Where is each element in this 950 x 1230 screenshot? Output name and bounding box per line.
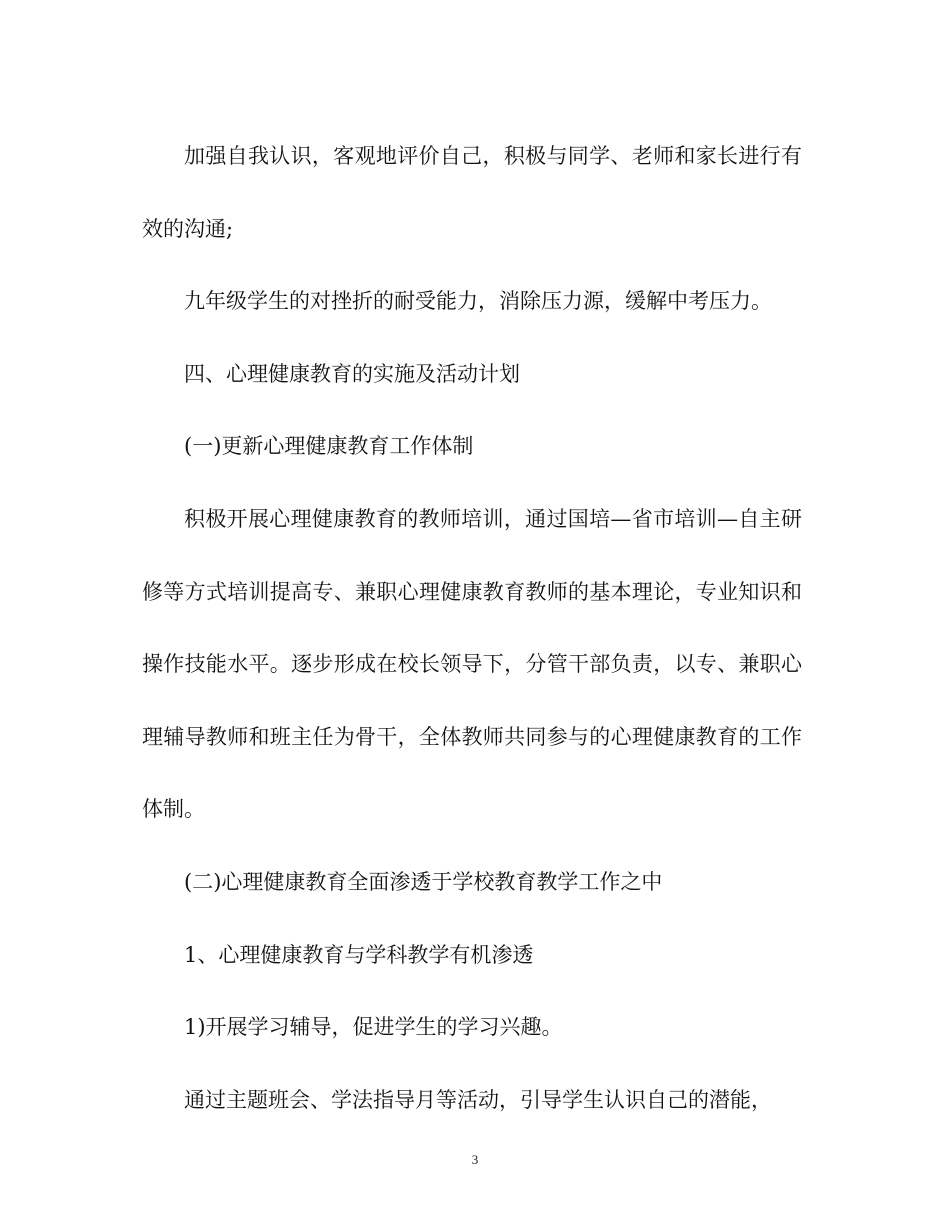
subsection-heading-work-system: (一)更新心理健康教育工作体制 — [184, 434, 474, 459]
paragraph-teacher-training: 积极开展心理健康教育的教师培训，通过国培—省市培训—自主研修等方式培训提高专、兼职心理健康教育教师的基本理论，专业知识和操作技能水平。逐步形成在校长领导下，分管干部负责，以专、兼职心理辅导教师和班主任为骨干，全体教师共同参与的心理健康教育的工作体制。 — [142, 506, 802, 822]
item-heading-subject-teaching: 1、心理健康教育与学科教学有机渗透 — [184, 942, 534, 967]
page-number: 3 — [471, 1152, 479, 1167]
section-heading-implementation: 四、心理健康教育的实施及活动计划 — [184, 361, 520, 386]
paragraph-frustration-tolerance: 九年级学生的对挫折的耐受能力，消除压力源，缓解中考压力。 — [184, 289, 772, 314]
item-heading-learning-guidance: 1)开展学习辅导，促进学生的学习兴趣。 — [184, 1015, 563, 1040]
document-body — [142, 120, 802, 1136]
paragraph-self-awareness: 加强自我认识，客观地评价自己，积极与同学、老师和家长进行有效的沟通; — [142, 144, 802, 241]
subsection-heading-integration: (二)心理健康教育全面渗透于学校教育教学工作之中 — [184, 869, 663, 894]
paragraph-class-meetings: 通过主题班会、学法指导月等活动，引导学生认识自己的潜能， — [184, 1087, 772, 1112]
